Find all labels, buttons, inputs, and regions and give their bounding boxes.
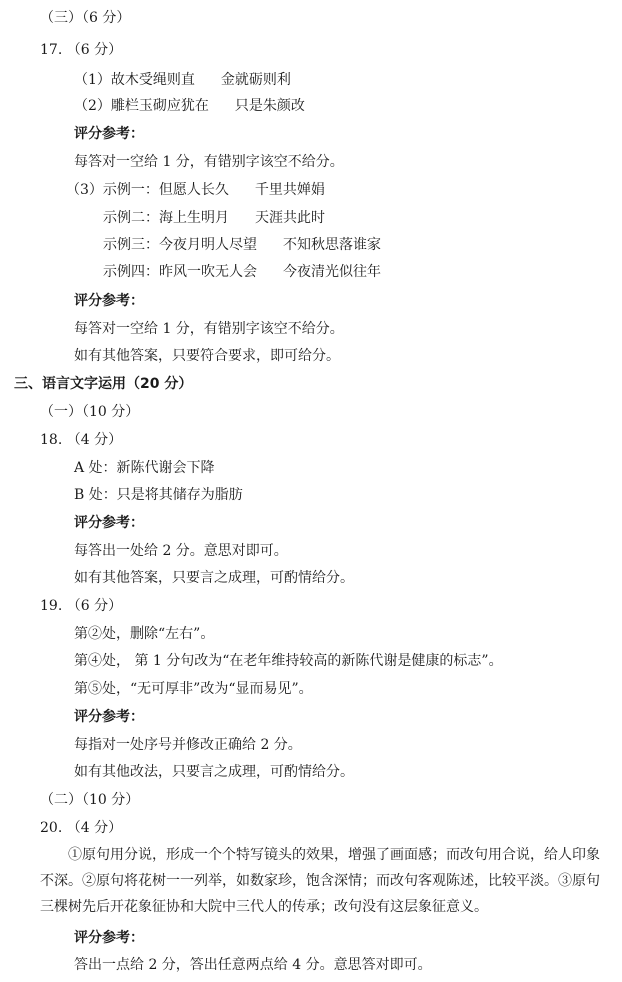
q17-answer-3-example-1 [66,180,325,200]
scoring-rule: 如有其他答案，只要言之成理，可酌情给分。 [74,570,354,586]
example-1-part-a: （3）示例一：但愿人长久 [66,182,229,198]
q17-answer-2-part-a: （2）雕栏玉砌应犹在 [74,98,209,114]
section-header-two: （二）（10 分） [40,792,140,808]
q17-answer-2-part-b: 只是朱颜改 [234,98,305,114]
scoring-rule: 答出一点给 2 分，答出任意两点给 4 分。意思答对即可。 [74,957,432,973]
q19-answer-1: 第②处，删除“左右”。 [74,626,215,642]
q18-answer-a: A 处：新陈代谢会下降 [74,460,215,476]
question-20-header: 20. （4 分） [40,820,123,836]
scoring-rule: 每指对一处序号并修改正确给 2 分。 [74,737,302,753]
q17-answer-3-example-3 [103,235,381,255]
scoring-reference-label: 评分参考： [74,126,144,142]
question-19-header: 19. （6 分） [40,598,123,614]
q17-answer-1-part-a: （1）故木受绳则直 [74,72,195,88]
scoring-rule: 每答对一空给 1 分，有错别字该空不给分。 [74,154,344,170]
q17-answer-1-part-b: 金就砺则利 [220,72,291,88]
q20-answer-paragraph: ①原句用分说，形成一个个特写镜头的效果，增强了画面感；而改句用合说，给人印象不深。②原句将花树一一列举，如数家珍，饱含深情；而改句客观陈述，比较平淡。③原句三棵树先后开花象征协和大院中三代人的传承；改句没有这层象征意义。 [40,847,600,915]
question-17-header: 17. （6 分） [40,42,123,58]
example-3-part-b: 不知秋思落谁家 [283,237,381,253]
section-header-one: （一）（10 分） [40,404,140,420]
q17-answer-2 [74,96,305,116]
scoring-rule: 每答出一处给 2 分。意思对即可。 [74,543,288,559]
q18-answer-b: B 处：只是将其储存为脂肪 [74,487,243,503]
scoring-reference-label: 评分参考： [74,293,144,309]
q17-answer-1 [74,70,291,90]
example-3-part-a: 示例三：今夜月明人尽望 [103,237,257,253]
scoring-reference-label: 评分参考： [74,930,144,946]
scoring-rule: 每答对一空给 1 分，有错别字该空不给分。 [74,321,344,337]
scoring-reference-label: 评分参考： [74,709,144,725]
example-2-part-a: 示例二：海上生明月 [103,210,229,226]
example-1-part-b: 千里共婵娟 [254,182,325,198]
scoring-rule: 如有其他改法，只要言之成理，可酌情给分。 [74,764,354,780]
section-header-three: （三）（6 分） [40,10,131,26]
example-4-part-a: 示例四：昨风一吹无人会 [103,264,257,280]
q17-answer-3-example-4 [103,262,381,282]
q17-answer-3-example-2 [103,208,325,228]
question-18-header: 18. （4 分） [40,432,123,448]
scoring-rule: 如有其他答案，只要符合要求，即可给分。 [74,348,340,364]
part-three-heading: 三、语言文字运用（20 分） [14,376,193,392]
q19-answer-3: 第⑤处，“无可厚非”改为“显而易见”。 [74,681,313,697]
q19-answer-2: 第④处， 第 1 分句改为“在老年维持较高的新陈代谢是健康的标志”。 [74,653,503,669]
example-2-part-b: 天涯共此时 [255,210,325,226]
example-4-part-b: 今夜清光似往年 [283,264,381,280]
scoring-reference-label: 评分参考： [74,515,144,531]
